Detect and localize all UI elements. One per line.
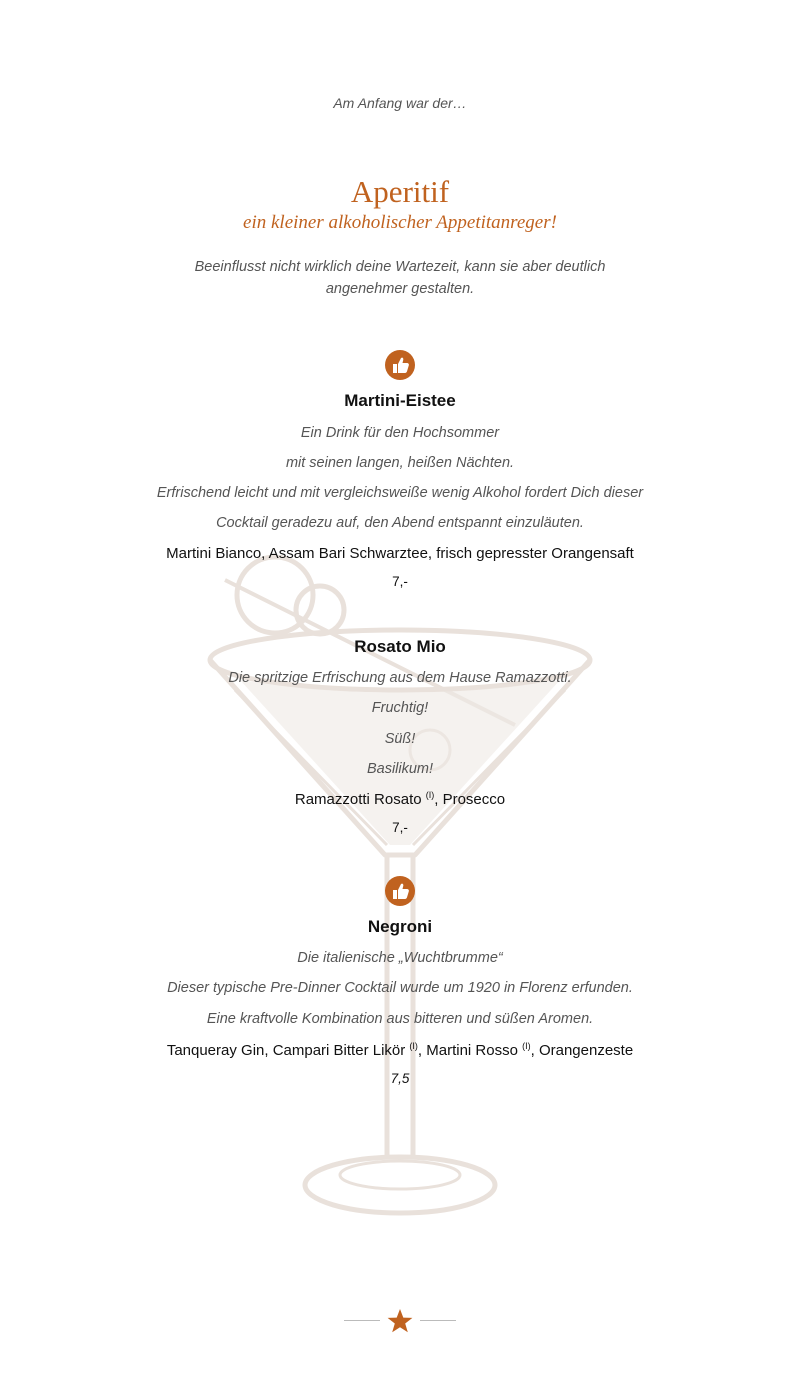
- drink-name: Negroni: [367, 917, 433, 936]
- drink-price: 7,5: [390, 1071, 410, 1086]
- footer-divider-left: [344, 1320, 380, 1321]
- ingredient-text: , Prosecco: [434, 791, 506, 808]
- drink-name: Rosato Mio: [354, 637, 446, 656]
- thumbs-up-icon: [385, 350, 415, 380]
- drink-name: Martini-Eistee: [344, 391, 456, 410]
- footnote-marker: (I): [522, 1041, 531, 1051]
- drink-description-line: Die spritzige Erfrischung aus dem Hause Ramazzotti.: [228, 670, 572, 686]
- drink-description-line: Cocktail geradezu auf, den Abend entspannt einzuläuten.: [216, 515, 584, 531]
- star-icon: [386, 1307, 414, 1335]
- description-line: Beeinflusst nicht wirklich deine Wartezeit, kann sie aber deutlich: [194, 259, 606, 275]
- ingredient-text: , Orangenzeste: [530, 1042, 634, 1059]
- thumbs-up-icon: [385, 876, 415, 906]
- section-title: Aperitif: [350, 174, 450, 209]
- drink-description-line: Ein Drink für den Hochsommer: [300, 425, 500, 441]
- drink-description-line: Fruchtig!: [371, 700, 429, 716]
- ingredient-text: , Martini Rosso: [417, 1042, 523, 1059]
- section-subtitle: ein kleiner alkoholischer Appetitanreger!: [243, 212, 557, 233]
- footnote-marker: (I): [425, 790, 435, 800]
- drink-price: 7,-: [392, 820, 408, 835]
- description-line: angenehmer gestalten.: [325, 281, 475, 297]
- drink-description-line: mit seinen langen, heißen Nächten.: [285, 455, 515, 471]
- ingredient-text: Ramazzotti Rosato: [294, 791, 426, 808]
- drink-description-line: Die italienische „Wuchtbrumme“: [297, 950, 503, 966]
- drink-ingredients: [0, 1041, 800, 1059]
- drink-description-line: Dieser typische Pre-Dinner Cocktail wurde um 1920 in Florenz erfunden.: [167, 980, 633, 996]
- drink-ingredients: [0, 790, 800, 808]
- footnote-marker: (I): [409, 1041, 418, 1051]
- footer-divider-right: [420, 1320, 456, 1321]
- drink-description-line: Erfrischend leicht und mit vergleichsweiße wenig Alkohol fordert Dich dieser: [156, 485, 644, 501]
- intro-text: Am Anfang war der…: [333, 95, 467, 111]
- drink-description-line: Basilikum!: [366, 761, 434, 777]
- section-description: [0, 256, 800, 300]
- drink-description-line: Eine kraftvolle Kombination aus bitteren und süßen Aromen.: [206, 1011, 594, 1027]
- drink-description-line: Süß!: [384, 731, 416, 747]
- drink-price: 7,-: [392, 574, 408, 589]
- drink-ingredients: Martini Bianco, Assam Bari Schwarztee, frisch gepresster Orangensaft: [166, 545, 634, 562]
- ingredient-text: Tanqueray Gin, Campari Bitter Likör: [166, 1042, 410, 1059]
